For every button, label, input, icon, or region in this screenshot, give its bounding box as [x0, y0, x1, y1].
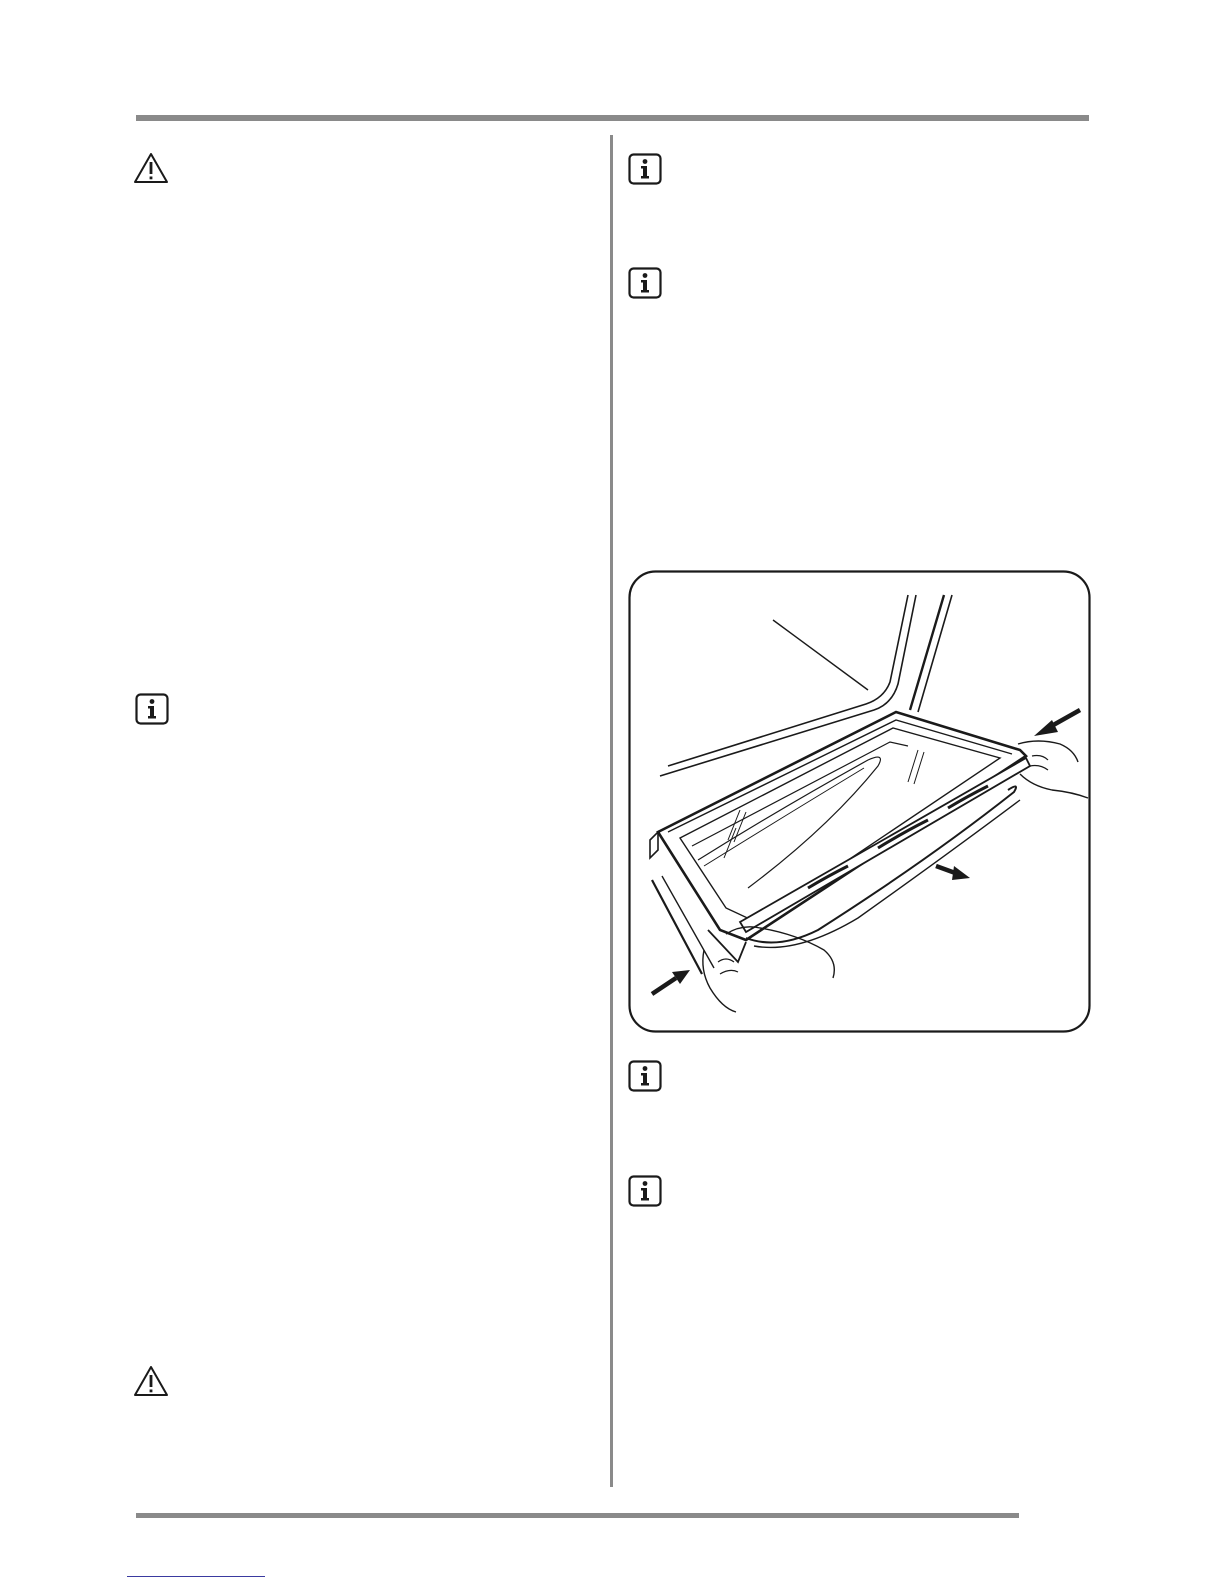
door-glass-removal-illustration [628, 570, 1091, 1033]
info-icon [628, 1175, 662, 1207]
warning-icon [133, 1365, 169, 1397]
info-icon [628, 267, 662, 299]
column-divider [610, 135, 613, 1487]
info-icon [135, 693, 169, 725]
footer-rule [136, 1513, 1019, 1518]
footer-link-underline[interactable] [127, 1576, 265, 1577]
header-rule [136, 115, 1089, 121]
info-icon [628, 1060, 662, 1092]
warning-icon [133, 152, 169, 184]
info-icon [628, 153, 662, 185]
